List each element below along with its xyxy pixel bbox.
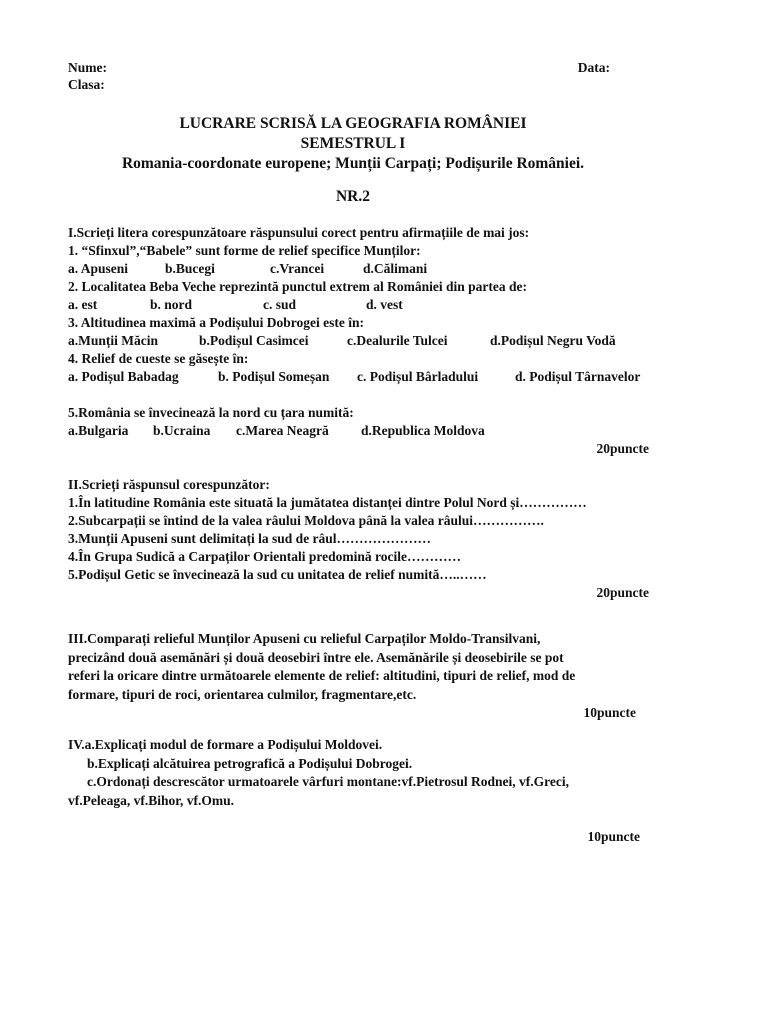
fill-item-3: 3.Munții Apuseni sunt delimitați la sud de râul………………… xyxy=(68,531,432,546)
option: a. Apuseni xyxy=(68,261,129,276)
question-4-options xyxy=(68,368,648,386)
section-3-line-2: precizând două asemănări și două deosebiri între ele. Asemănările și deosebirile se pot xyxy=(68,649,564,665)
fill-item-2: 2.Subcarpații se întind de la valea râului Moldova până la valea râului……………. xyxy=(68,513,544,528)
name-label: Nume: xyxy=(68,60,107,75)
title-line-1: LUCRARE SCRISĂ LA GEOGRAFIA ROMÂNIEI xyxy=(179,115,527,132)
section-3-line-4: formare, tipuri de roci, orientarea culmilor, fragmentare,etc. xyxy=(68,686,417,702)
option: c.Vrancei xyxy=(270,261,325,276)
option: a. Podișul Babadag xyxy=(68,369,179,384)
fill-item-1: 1.În latitudine România este situată la jumătatea distanței dintre Polul Nord și…………… xyxy=(68,495,587,510)
title-line-2: SEMESTRUL I xyxy=(300,135,406,152)
question-5-options xyxy=(68,422,648,440)
option: d.Călimani xyxy=(363,261,428,276)
option: b.Ucraina xyxy=(153,423,211,438)
fill-item-4: 4.În Grupa Sudică a Carpaților Orientali predomină rocile………… xyxy=(68,549,462,564)
option: d.Podișul Negru Vodă xyxy=(490,333,616,348)
option: d. Podișul Târnavelor xyxy=(515,369,641,384)
worksheet xyxy=(68,59,648,846)
option: a.Munții Măcin xyxy=(68,333,158,348)
fill-item-5: 5.Podișul Getic se învecinează la sud cu unitatea de relief numită…..…… xyxy=(68,567,487,582)
class-label: Clasa: xyxy=(68,77,105,92)
option: b. Podișul Someșan xyxy=(218,369,330,384)
option: a. est xyxy=(68,297,98,312)
date-label: Data: xyxy=(577,60,610,75)
section-2-heading: II.Scrieți răspunsul corespunzător: xyxy=(68,477,270,492)
option: a.Bulgaria xyxy=(68,423,129,438)
question-1: 1. “Sfinxul”,“Babele” sunt forme de relief specifice Munților: xyxy=(68,243,421,258)
section-1-heading: I.Scrieți litera corespunzătoare răspunsului corect pentru afirmațiile de mai jos: xyxy=(68,225,530,240)
question-2: 2. Localitatea Beba Veche reprezintă punctul extrem al României din partea de: xyxy=(68,279,527,294)
question-4: 4. Relief de cueste se găsește în: xyxy=(68,351,249,366)
title-line-3: Romania-coordonate europene; Munții Carpați; Podișurile României. xyxy=(121,155,585,172)
question-3: 3. Altitudinea maximă a Podișului Dobrogei este în: xyxy=(68,315,365,330)
option: c.Marea Neagră xyxy=(236,423,329,438)
question-3-options xyxy=(68,332,648,350)
section-4-b: b.Explicați alcătuirea petrografică a Podișului Dobrogei. xyxy=(87,755,413,771)
option: d. vest xyxy=(366,297,403,312)
question-2-options xyxy=(68,296,648,314)
name-date-row xyxy=(68,59,648,76)
option: b.Podișul Casimcei xyxy=(199,333,309,348)
section-4-points: 10puncte xyxy=(587,829,640,844)
option: b.Bucegi xyxy=(165,261,215,276)
section-4-a: IV.a.Explicați modul de formare a Podișului Moldovei. xyxy=(68,737,383,752)
option: b. nord xyxy=(150,297,193,312)
section-3-line-3: referi la oricare dintre următoarele elemente de relief: altitudini, tipuri de relief, mod de xyxy=(68,668,576,683)
test-number: NR.2 xyxy=(335,188,370,205)
option: c. sud xyxy=(263,297,297,312)
question-1-options xyxy=(68,260,648,278)
section-4-c-line-1: c.Ordonați descrescător urmatoarele vârfuri montane:vf.Pietrosul Rodnei, vf.Greci, xyxy=(87,774,570,789)
section-2-points: 20puncte xyxy=(596,585,649,600)
question-5: 5.România se învecinează la nord cu țara numită: xyxy=(68,405,354,420)
option: c.Dealurile Tulcei xyxy=(347,333,448,348)
section-3-line-1: III.Comparați relieful Munților Apuseni cu relieful Carpaților Moldo-Transilvani, xyxy=(68,631,541,646)
section-1-points: 20puncte xyxy=(596,441,649,456)
section-3-points: 10puncte xyxy=(583,705,636,720)
option: c. Podișul Bârladului xyxy=(357,369,479,384)
section-4-c-line-2: vf.Peleaga, vf.Bihor, vf.Omu. xyxy=(68,792,234,808)
option: d.Republica Moldova xyxy=(361,423,485,438)
